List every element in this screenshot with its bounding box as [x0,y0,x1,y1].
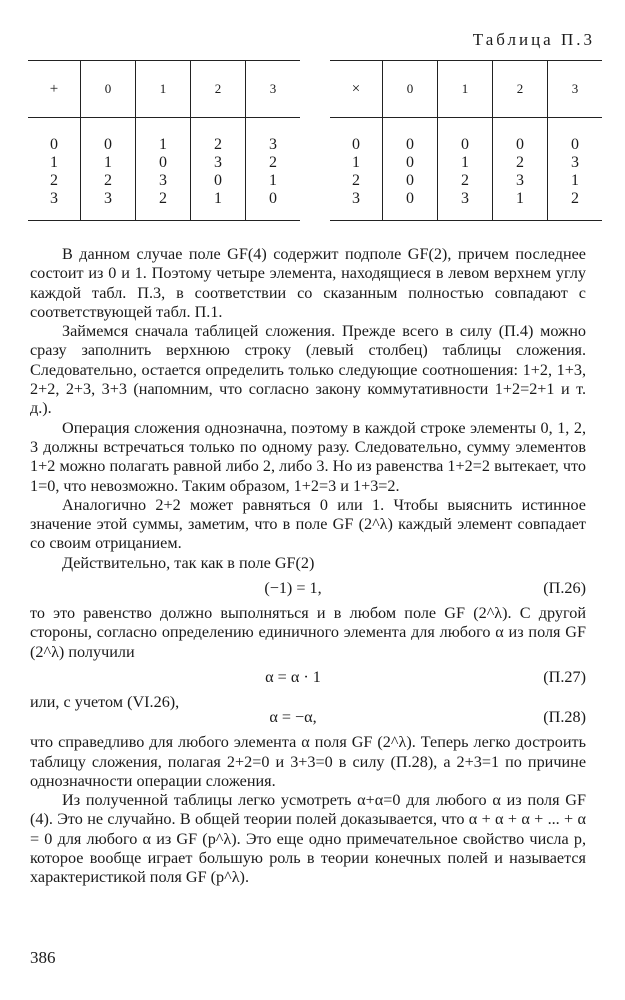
table-cell: 0 [383,154,438,172]
table-cell: 3 [493,172,548,190]
table-cell: 1 [438,154,493,172]
table-cell: 2 [191,118,246,155]
multiplication-header: 0 [383,61,438,118]
paragraph: то это равенство должно выполняться и в любом поле GF (2^λ). С другой стороны, согласно определению единичного элемента для любого α из поля GF (2^λ) получили [30,604,586,661]
table-cell: 0 [383,118,438,155]
table-row [28,172,300,190]
table-cell: 0 [548,118,603,155]
page-number: 386 [30,948,56,967]
row-label: 1 [50,154,58,171]
paragraph: Займемся сначала таблицей сложения. Прежде всего в силу (П.4) можно сразу заполнить верхнюю строку (левый столбец) таблицы сложения. Следовательно, остается определить только следующие соотношения: 1+2, 1+3, 2+2, 2+3, 3+3 (напомним, что согласно закону коммутативности 1+2=2+1 и т. д.). [30,322,586,418]
table-cell: 3 [548,154,603,172]
table-cell: 1 [191,190,246,208]
row-label: 3 [50,190,58,207]
table-row [330,154,602,172]
equation [30,662,586,693]
table-row [28,154,300,172]
multiplication-header: 1 [438,61,493,118]
table-cell: 3 [191,154,246,172]
table-row [330,172,602,190]
table-cell: 1 [493,190,548,208]
addition-operator: + [28,61,81,118]
equation-expression: α = α · 1 [265,667,321,686]
multiplication-header: 3 [548,61,603,118]
table-row [330,118,602,155]
table-cell: 1 [548,172,603,190]
equation-expression: (−1) = 1, [264,578,322,597]
addition-header: 0 [81,61,136,118]
table-cell: 0 [191,172,246,190]
addition-header: 3 [246,61,301,118]
table-row [28,190,300,208]
multiplication-header: 2 [493,61,548,118]
equation [30,573,586,604]
table-cell: 1 [81,154,136,172]
paragraph: Действительно, так как в поле GF(2) [62,553,315,572]
row-label: 3 [352,190,360,207]
table-cell: 0 [246,190,301,208]
table-cell: 2 [246,154,301,172]
table-cell: 0 [383,172,438,190]
table-cell: 3 [81,190,136,208]
table-cell: 0 [438,118,493,155]
paragraph: что справедливо для любого элемента α поля GF (2^λ). Теперь легко достроить таблицу сложения, полагая 2+2=0 и 3+3=0 в силу (П.28), а 2+3=1 по причине однозначности операции сложения. [30,733,586,790]
paragraph: или, с учетом (VI.26), [30,692,180,711]
row-label: 2 [352,172,360,189]
table-title: Таблица П.3 [472,30,595,49]
paragraph: Аналогично 2+2 может равняться 0 или 1. Чтобы выяснить истинное значение этой суммы, заметим, что в поле GF (2^λ) каждый элемент совпадает со своим отрицанием. [30,495,586,553]
body-text [30,245,586,888]
paragraph: Из полученной таблицы легко усмотреть α+α=0 для любого α из поля GF (4). Это не случайно. В общей теории полей доказывается, что α + α + α + ... + α = 0 для любого α из GF (p^λ). Это еще одно примечательное свойство числа p, которое вообще играет большую роль в теории конечных полей и называется характеристикой поля GF (p^λ). [30,791,586,887]
row-label: 1 [352,154,360,171]
table-cell: 0 [493,118,548,155]
table-row [330,190,602,208]
table-cell: 2 [493,154,548,172]
addition-header: 1 [136,61,191,118]
table-cell: 2 [438,172,493,190]
table-row [28,118,300,155]
equation-number: (П.26) [543,578,586,597]
equation-number: (П.28) [543,708,586,727]
paragraph: Операция сложения однозначна, поэтому в каждой строке элементы 0, 1, 2, 3 должны встречаться только по одному разу. Следовательно, сумму элементов 1+2 можно полагать равной либо 2, либо 3. Но из равенства 1+2=2 вытекает, что 1=0, что невозможно. Таким образом, 1+2=3 и 1+3=2. [30,418,586,495]
multiplication-table [330,60,602,221]
table-cell: 1 [246,172,301,190]
table-cell: 0 [136,154,191,172]
table-cell: 2 [81,172,136,190]
table-cell: 1 [136,118,191,155]
table-cell: 2 [136,190,191,208]
table-cell: 0 [383,190,438,208]
addition-header: 2 [191,61,246,118]
paragraph: В данном случае поле GF(4) содержит подполе GF(2), причем последнее состоит из 0 и 1. Поэтому четыре элемента, находящиеся в левом верхнем углу каждой табл. П.3, в соответствии со сказанным полностью совпадают с соответствующей табл. П.1. [30,245,586,321]
table-cell: 3 [438,190,493,208]
table-cell: 3 [246,118,301,155]
equation-expression: α = −α, [269,708,317,727]
row-label: 0 [50,136,58,153]
table-cell: 2 [548,190,603,208]
table-cell: 3 [136,172,191,190]
multiplication-operator: × [330,61,383,118]
row-label: 0 [352,136,360,153]
row-label: 2 [50,172,58,189]
table-cell: 0 [81,118,136,155]
addition-table [28,60,300,221]
equation-number: (П.27) [543,667,586,686]
